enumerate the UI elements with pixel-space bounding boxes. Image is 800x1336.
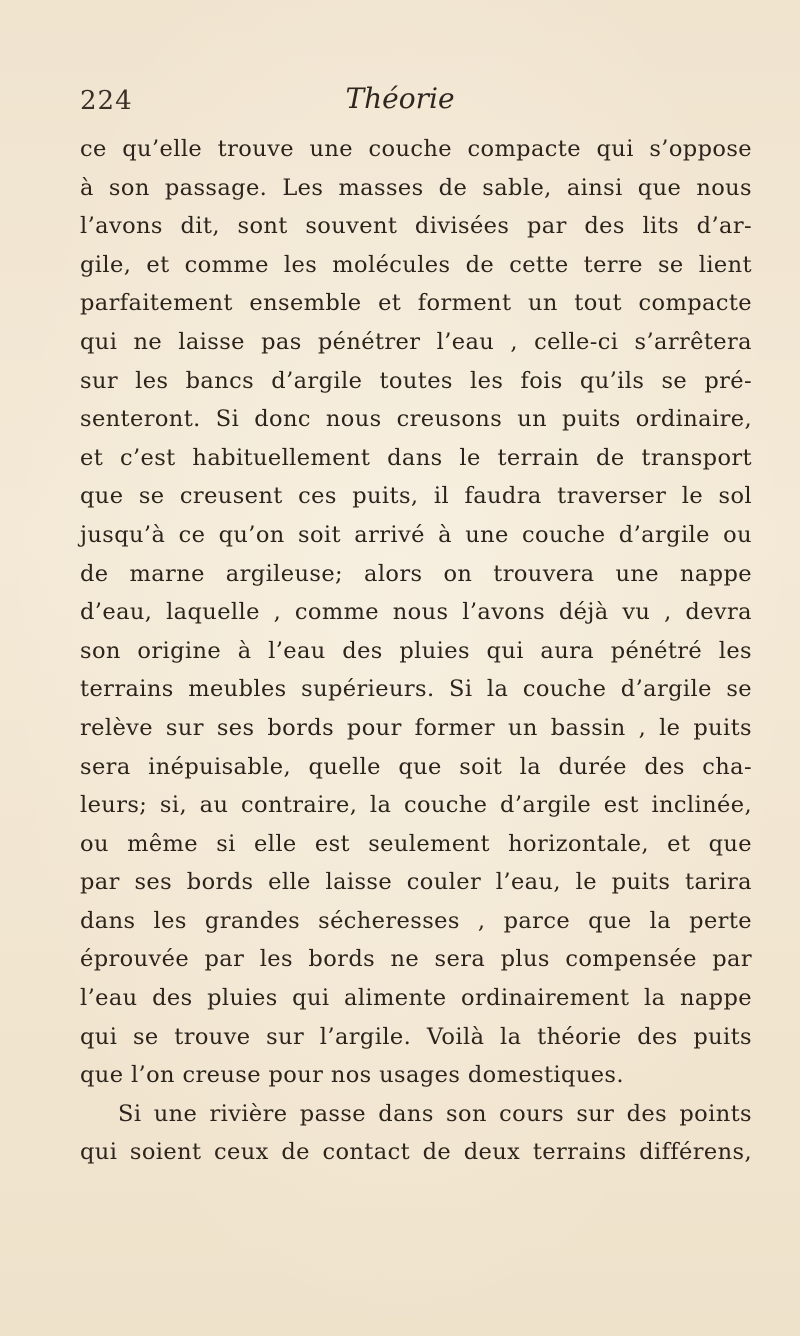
text-line: l’avons dit, sont souvent divisées par des lits d’ar-	[80, 213, 752, 240]
paragraph-last-line: que l’on creuse pour nos usages domestiques.	[80, 1062, 624, 1089]
text-line: de marne argileuse; alors on trouvera une nappe	[80, 560, 752, 587]
text-line: l’eau des pluies qui alimente ordinairement la nappe	[80, 985, 752, 1012]
text-line: jusqu’à ce qu’on soit arrivé à une couche d’argile ou	[80, 521, 752, 548]
text-line: ce qu’elle trouve une couche compacte qui s’oppose	[80, 136, 752, 162]
text-line: que se creusent ces puits, il faudra traverser le sol	[80, 483, 752, 510]
text-line: son origine à l’eau des pluies qui aura pénétré les	[80, 637, 752, 664]
text-line: qui se trouve sur l’argile. Voilà la théorie des puits	[80, 1023, 752, 1050]
text-line: qui ne laisse pas pénétrer l’eau , celle-ci s’arrêtera	[80, 328, 752, 355]
page-number: 224	[80, 86, 133, 116]
text-line: par ses bords elle laisse couler l’eau, le puits tarira	[80, 869, 752, 896]
running-head	[0, 80, 800, 120]
text-line: gile, et comme les molécules de cette terre se lient	[80, 251, 752, 278]
text-line: éprouvée par les bords ne sera plus compensée par	[80, 946, 752, 973]
text-line: terrains meubles supérieurs. Si la couche d’argile se	[80, 676, 752, 703]
text-line: sur les bancs d’argile toutes les fois qu’ils se pré-	[80, 367, 752, 394]
text-line: ou même si elle est seulement horizontale, et que	[80, 830, 752, 857]
text-line: d’eau, laquelle , comme nous l’avons déjà vu , devra	[80, 599, 752, 626]
text-line: sera inépuisable, quelle que soit la durée des cha-	[80, 753, 752, 780]
text-line: relève sur ses bords pour former un bassin , le puits	[80, 714, 752, 741]
running-title: Théorie	[345, 82, 455, 115]
text-line: senteront. Si donc nous creusons un puits ordinaire,	[80, 406, 752, 433]
text-line: qui soient ceux de contact de deux terrains différens,	[80, 1139, 752, 1166]
text-line: leurs; si, au contraire, la couche d’argile est inclinée,	[80, 792, 752, 819]
text-line: dans les grandes sécheresses , parce que la perte	[80, 907, 752, 934]
text-line: à son passage. Les masses de sable, ainsi que nous	[80, 174, 752, 201]
text-line: et c’est habituellement dans le terrain de transport	[80, 444, 752, 471]
paragraph-first-line: Si une rivière passe dans son cours sur des points	[118, 1100, 752, 1127]
body-text	[80, 130, 752, 1172]
text-line: parfaitement ensemble et forment un tout compacte	[80, 290, 752, 317]
